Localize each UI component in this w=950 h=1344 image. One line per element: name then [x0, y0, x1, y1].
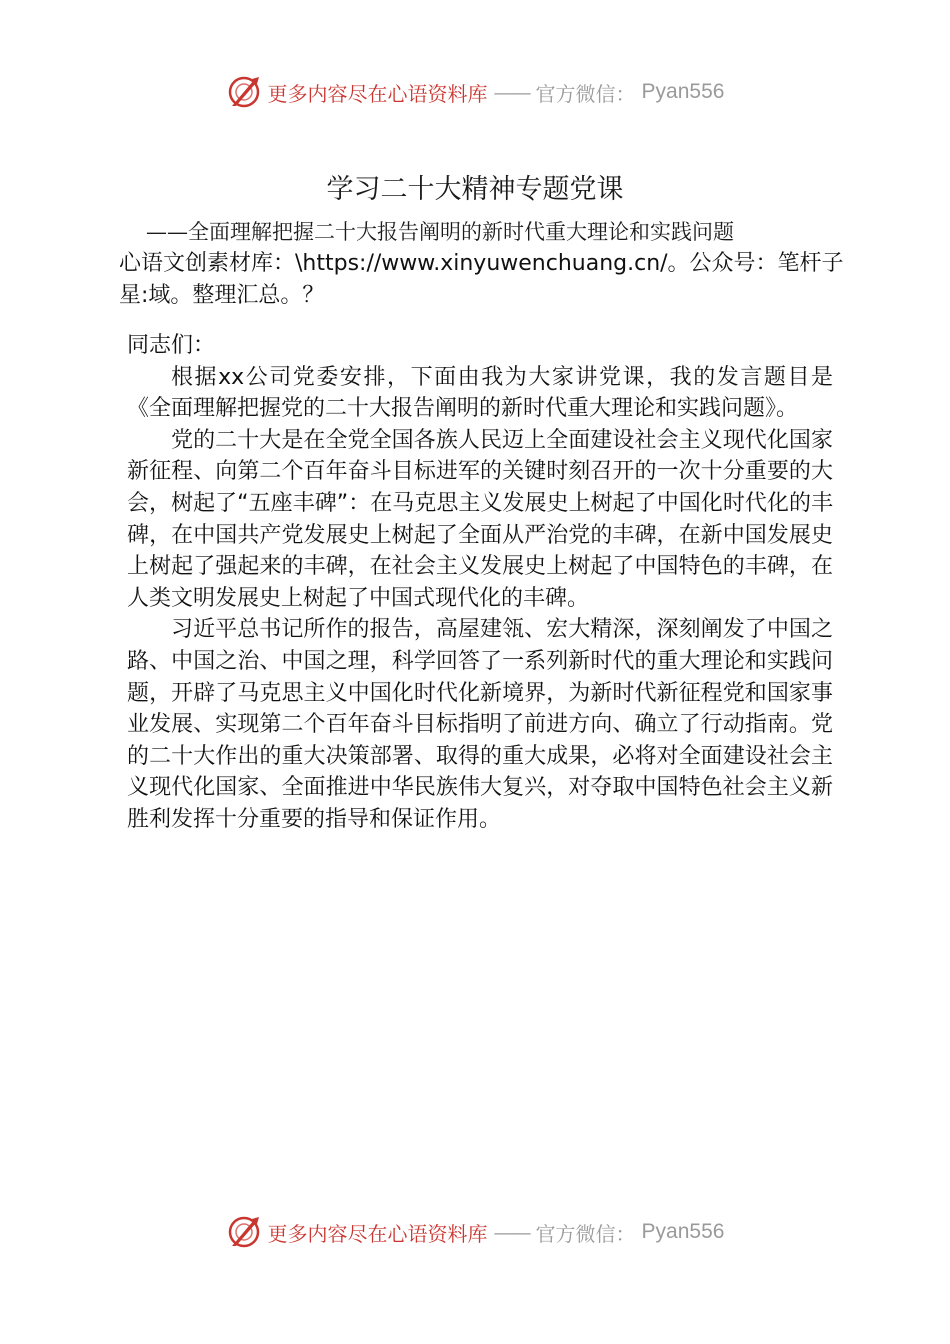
banner-main-text: 更多内容尽在心语资料库	[267, 1221, 488, 1246]
document-subtitle: ——全面理解把握二十大报告阐明的新时代重大理论和实践问题	[146, 220, 734, 244]
footer-banner	[0, 1210, 950, 1254]
document-title: 学习二十大精神专题党课	[326, 174, 624, 205]
banner-main-text: 更多内容尽在心语资料库	[267, 81, 488, 106]
paragraph: 习近平总书记所作的报告，高屋建瓴、宏大精深，深刻阐发了中国之路、中国之治、中国之理，科学回答了一系列新时代的重大理论和实践问题，开辟了马克思主义中国化时代化新境界，为新时代新征程党和国家事业发展、实现第二个百年奋斗目标指明了前进方向、确立了行动指南。党的二十大作出的重大决策部署、取得的重大成果，必将对全面建设社会主义现代化国家、全面推进中华民族伟大复兴，对夺取中国特色社会主义新胜利发挥十分重要的指导和保证作用。	[127, 617, 833, 832]
banner-wechat-id: Pyan556	[641, 1220, 725, 1243]
quill-logo-icon	[226, 1214, 262, 1250]
source-line: 心语文创素材库：\https://www.xinyuwenchuang.cn/。公众号：笔杆子星:域。整理汇总。？	[119, 251, 844, 308]
banner-dash: ——	[493, 1220, 530, 1244]
banner-dash: ——	[493, 80, 530, 104]
header-banner	[0, 70, 950, 114]
document-body	[127, 330, 833, 836]
paragraph: 根据xx公司党委安排，下面由我为大家讲党课，我的发言题目是《全面理解把握党的二十大报告阐明的新时代重大理论和实践问题》。	[127, 364, 833, 422]
banner-wechat-label: 官方微信：	[535, 1221, 636, 1246]
paragraph: 党的二十大是在全党全国各族人民迈上全面建设社会主义现代化国家新征程、向第二个百年奋斗目标进军的关键时刻召开的一次十分重要的大会，树起了“五座丰碑”：在马克思主义发展史上树起了中国化时代化的丰碑，在中国共产党发展史上树起了全面从严治党的丰碑，在新中国发展史上树起了强起来的丰碑，在社会主义发展史上树起了中国特色的丰碑，在人类文明发展史上树起了中国式现代化的丰碑。	[127, 427, 833, 611]
banner-wechat-label: 官方微信：	[535, 81, 636, 106]
quill-logo-icon	[226, 74, 262, 110]
banner-wechat-id: Pyan556	[641, 80, 725, 103]
salutation: 同志们：	[127, 333, 216, 358]
